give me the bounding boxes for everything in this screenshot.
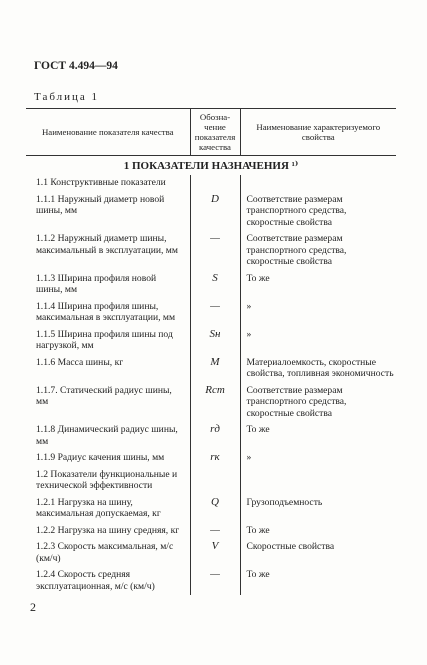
table-row [26, 539, 396, 567]
row-symbol: S [190, 271, 240, 299]
row-name: 1.1.2 Наружный диаметр шины, максимальный в эксплуатации, мм [36, 233, 178, 256]
row-property: » [246, 452, 252, 463]
table-row [26, 467, 396, 495]
table-row [26, 567, 396, 595]
quality-indicators-table [26, 108, 396, 595]
row-symbol: Q [190, 495, 240, 523]
row-property: » [246, 328, 252, 340]
table-row [26, 450, 396, 467]
row-symbol [190, 467, 240, 495]
table-row [26, 495, 396, 523]
row-property: Соответствие размерам транспортного средства, скоростные свойства [246, 193, 347, 228]
row-name: 1.1.9 Радиус качения шины, мм [36, 452, 165, 463]
row-symbol: — [190, 567, 240, 595]
row-name: 1.1.6 Масса шины, кг [36, 356, 124, 368]
row-name: 1.1.7. Статический радиус шины, мм [36, 384, 172, 407]
row-symbol: — [190, 523, 240, 540]
row-property: Соответствие размерам транспортного средства, скоростные свойства [246, 233, 347, 267]
table-row [26, 383, 396, 423]
row-symbol: rк [190, 450, 240, 467]
row-name: 1.1.1 Наружный диаметр новой шины, мм [36, 193, 165, 216]
section-title: 1 ПОКАЗАТЕЛИ НАЗНАЧЕНИЯ ¹⁾ [123, 160, 299, 172]
header-property: Наименование характеризуемого свойства [240, 109, 396, 156]
row-property: То же [246, 569, 270, 580]
row-name: 1.1.3 Ширина профиля новой шины, мм [36, 272, 157, 295]
section-row [26, 156, 396, 176]
table-header-row [26, 109, 396, 156]
row-name: 1.2 Показатели функциональные и технической эффективности [36, 468, 178, 491]
table-row [26, 327, 396, 355]
row-symbol [190, 175, 240, 192]
row-name: 1.2.1 Нагрузка на шину, максимальная допускаемая, кг [36, 496, 161, 519]
row-property: То же [246, 424, 270, 435]
row-property [240, 175, 396, 192]
row-property: » [246, 300, 252, 312]
document-code: ГОСТ 4.494—94 [34, 60, 118, 72]
table-row [26, 175, 396, 192]
row-property [240, 467, 396, 495]
table-row [26, 422, 396, 450]
row-name: 1.1 Конструктивные показатели [36, 177, 166, 188]
row-name: 1.1.4 Ширина профиля шины, максимальная в эксплуатации, мм [36, 300, 176, 323]
table-row [26, 355, 396, 383]
row-name: 1.1.8 Динамический радиус шины, мм [36, 424, 178, 447]
row-name: 1.2.4 Скорость средняя эксплуатационная, м/с (км/ч) [36, 569, 155, 592]
row-property: То же [246, 524, 270, 536]
table-caption: Таблица 1 [34, 91, 100, 103]
row-property: Скоростные свойства [246, 541, 335, 552]
row-symbol: Sн [190, 327, 240, 355]
row-property: Соответствие размерам транспортного средства, скоростные свойства [246, 384, 347, 419]
row-name: 1.2.2 Нагрузка на шину средняя, кг [36, 524, 180, 536]
row-name: 1.1.5 Ширина профиля шины под нагрузкой, мм [36, 328, 173, 351]
row-symbol: D [190, 192, 240, 232]
row-symbol: M [190, 355, 240, 383]
header-symbol: Обозна-чение показателя качества [190, 109, 240, 156]
page-number: 2 [30, 600, 36, 614]
row-name: 1.2.3 Скорость максимальная, м/с (км/ч) [36, 541, 174, 564]
table-row [26, 192, 396, 232]
row-symbol: — [190, 231, 240, 271]
row-symbol: — [190, 299, 240, 327]
header-indicator-name: Наименование показателя качества [26, 109, 190, 156]
row-property: Грузоподъемность [246, 496, 323, 508]
row-symbol: rд [190, 422, 240, 450]
table-row [26, 299, 396, 327]
row-property: То же [246, 272, 270, 284]
table-row [26, 231, 396, 271]
row-symbol: Rст [190, 383, 240, 423]
table-row [26, 523, 396, 540]
row-property: Материалоемкость, скоростные свойства, топливная экономичность [246, 356, 394, 379]
table-row [26, 271, 396, 299]
row-symbol: V [190, 539, 240, 567]
